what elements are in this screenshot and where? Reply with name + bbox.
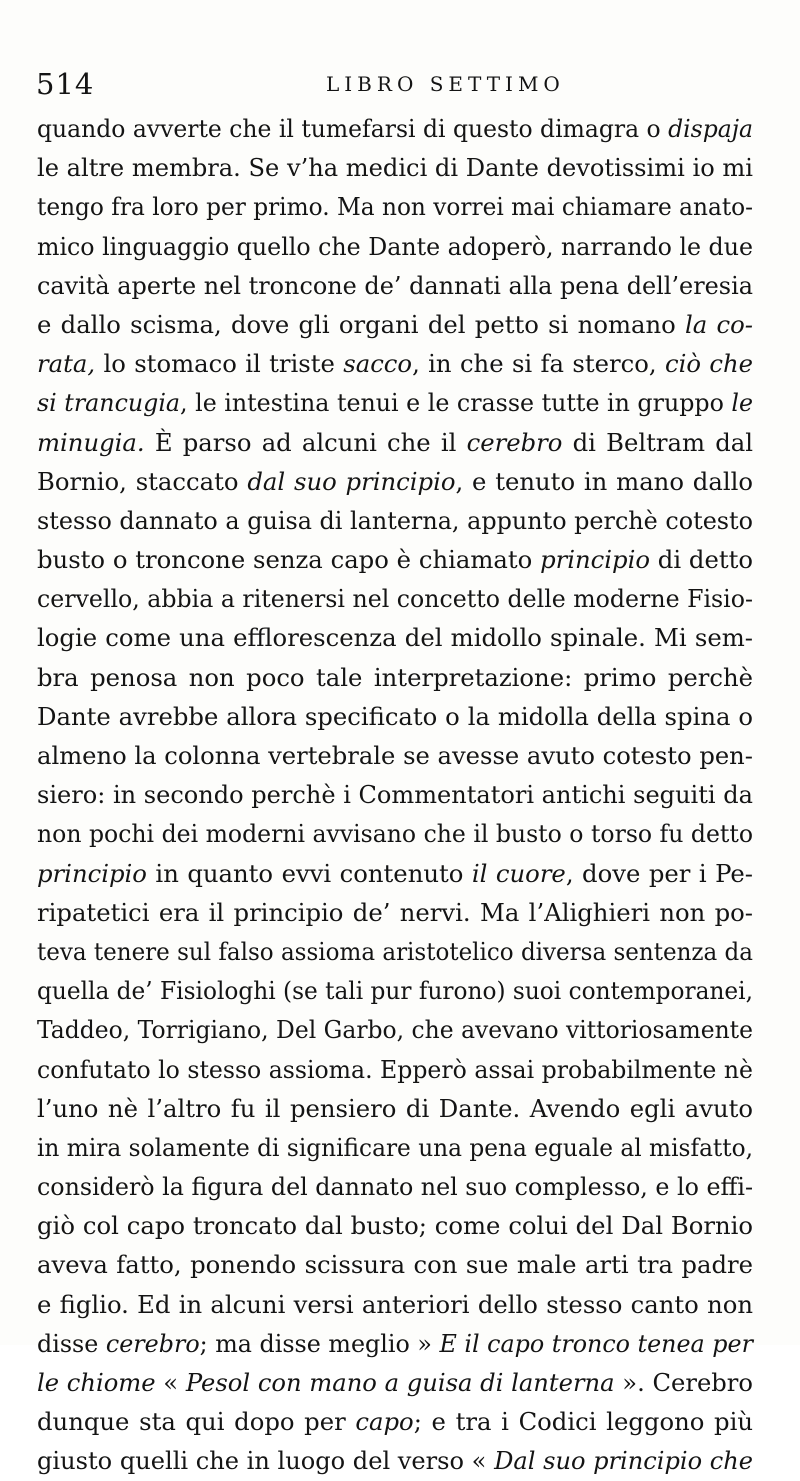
body-text — [37, 109, 753, 1481]
text-segment: quella de’ Fisiologhi (se tali pur furono) suoi contemporanei, — [37, 976, 753, 1006]
italic-text: ciò che — [664, 349, 753, 379]
italic-text: il cuore — [471, 858, 566, 888]
text-segment: Dante avrebbe allora specificato o la midolla della spina o — [37, 701, 753, 731]
text-segment: Taddeo, Torrigiano, Del Garbo, che avevano vittoriosamente — [37, 1015, 753, 1045]
text-line — [37, 1206, 753, 1245]
running-head: LIBRO SETTIMO — [326, 72, 565, 96]
text-line — [37, 618, 753, 657]
text-segment: teva tenere sul falso assioma aristotelico diversa sentenza da — [37, 936, 754, 966]
text-segment: in mira solamente di significare una pena eguale al misfatto, — [37, 1132, 754, 1162]
text-line — [37, 383, 753, 422]
text-line — [37, 540, 753, 579]
text-line — [37, 148, 753, 187]
text-segment: È parso ad alcuni che il — [144, 427, 467, 457]
text-segment: in quanto evvi contenuto — [146, 858, 472, 888]
text-line — [37, 1324, 753, 1363]
text-segment: tengo fra loro per primo. Ma non vorrei mai chiamare anato- — [37, 192, 754, 222]
text-segment: Bornio, staccato — [37, 466, 248, 496]
text-segment: considerò la figura del dannato nel suo complesso, e lo effi- — [37, 1172, 754, 1202]
text-line — [37, 893, 753, 932]
text-segment: aveva fatto, ponendo scissura con sue male arti tra padre — [37, 1250, 753, 1280]
text-segment: le altre membra. Se v’ha medici di Dante devotissimi io mi — [37, 153, 753, 183]
text-line — [37, 658, 753, 697]
text-line — [37, 344, 753, 383]
text-segment: disse — [37, 1328, 106, 1358]
text-line — [37, 971, 753, 1010]
italic-text: rata, — [37, 349, 96, 379]
text-segment: logie come una efflorescenza del midollo spinale. Mi sem- — [37, 623, 753, 653]
text-line — [37, 1128, 753, 1167]
text-line — [37, 1167, 753, 1206]
text-line — [37, 1089, 753, 1128]
text-segment: e figlio. Ed in alcuni versi anteriori dello stesso canto non — [37, 1289, 753, 1319]
text-segment: e dallo scisma, dove gli organi del petto si nomano — [37, 309, 686, 339]
text-segment: cervello, abbia a ritenersi nel concetto delle moderne Fisio- — [37, 584, 753, 614]
text-line — [37, 227, 753, 266]
page-header — [36, 66, 756, 102]
text-segment: stesso dannato a guisa di lanterna, appunto perchè cotesto — [37, 505, 754, 535]
text-segment: quando avverte che il tumefarsi di questo dimagra o — [37, 114, 669, 143]
text-segment: dunque sta qui dopo per — [37, 1407, 356, 1437]
text-line — [37, 814, 753, 853]
text-line — [37, 1402, 753, 1441]
text-line — [37, 187, 753, 226]
text-line — [37, 1245, 753, 1284]
italic-text: principio — [540, 545, 650, 575]
italic-text: dispaja — [668, 114, 754, 143]
text-line — [37, 266, 753, 305]
text-line — [37, 854, 753, 893]
text-segment: giò col capo troncato dal busto; come colui del Dal Bornio — [37, 1211, 753, 1241]
text-segment: mico linguaggio quello che Dante adoperò, narrando le due — [37, 231, 753, 261]
text-line — [37, 305, 753, 344]
text-segment: , in che si fa sterco, — [412, 349, 665, 379]
italic-text: sacco — [343, 349, 413, 379]
text-segment: « — [155, 1368, 186, 1397]
text-segment: l’uno nè l’altro fu il pensiero di Dante. Avendo egli avuto — [37, 1093, 753, 1123]
italic-text: le — [731, 388, 754, 418]
italic-text: cerebro — [105, 1328, 200, 1358]
text-segment: , e tenuto in mano dallo — [455, 466, 753, 496]
text-line — [37, 423, 753, 462]
italic-text: capo — [355, 1407, 414, 1437]
text-segment: , le intestina tenui e le crasse tutte in gruppo — [180, 388, 732, 418]
text-line — [37, 579, 753, 618]
text-line — [37, 775, 753, 814]
text-segment: di detto — [649, 545, 753, 575]
italic-text: Dal suo principio che — [494, 1446, 753, 1476]
text-segment: cavità aperte nel troncone de’ dannati alla pena dell’eresia — [37, 270, 753, 300]
text-segment: di Beltram dal — [562, 427, 753, 457]
text-line — [37, 1050, 753, 1089]
italic-text: le chiome — [37, 1368, 156, 1397]
text-segment: almeno la colonna vertebrale se avesse avuto cotesto pen- — [37, 741, 753, 770]
text-segment: siero: in secondo perchè i Commentatori antichi seguiti da — [37, 780, 753, 810]
text-line — [37, 932, 753, 971]
text-line — [37, 109, 753, 148]
text-line — [37, 501, 753, 540]
italic-text: principio — [37, 858, 147, 888]
text-line — [37, 697, 753, 736]
text-segment: busto o troncone senza capo è chiamato — [37, 545, 541, 575]
text-line — [37, 1285, 753, 1324]
italic-text: minugia. — [37, 427, 145, 457]
text-segment: , dove per i Pe- — [565, 858, 753, 888]
italic-text: cerebro — [466, 427, 563, 457]
text-segment: non pochi dei moderni avvisano che il busto o torso fu detto — [37, 819, 754, 849]
text-segment: confutato lo stesso assioma. Epperò assai probabilmente nè — [37, 1054, 753, 1084]
italic-text: E il capo tronco tenea per — [439, 1328, 753, 1358]
text-segment: ; e tra i Codici leggono più — [413, 1407, 753, 1437]
text-segment: lo stomaco il triste — [95, 349, 344, 379]
italic-text: si trancugia — [37, 388, 181, 418]
italic-text: dal suo principio — [247, 466, 456, 496]
text-segment: giusto quelli che in luogo del verso « — [37, 1446, 495, 1476]
text-line — [37, 1363, 753, 1402]
italic-text: Pesol con mano a guisa di lanterna — [185, 1368, 615, 1397]
text-line — [37, 1441, 753, 1480]
text-segment: ; ma disse meglio » — [199, 1328, 440, 1358]
text-line — [37, 462, 753, 501]
text-line — [37, 736, 753, 775]
text-segment: bra penosa non poco tale interpretazione: primo perchè — [37, 662, 753, 692]
text-line — [37, 1010, 753, 1049]
text-segment: ». Cerebro — [614, 1368, 753, 1397]
text-segment: ripatetici era il principio de’ nervi. Ma l’Alighieri non po- — [37, 897, 753, 927]
italic-text: la co- — [685, 309, 753, 339]
page-number: 514 — [36, 67, 95, 101]
